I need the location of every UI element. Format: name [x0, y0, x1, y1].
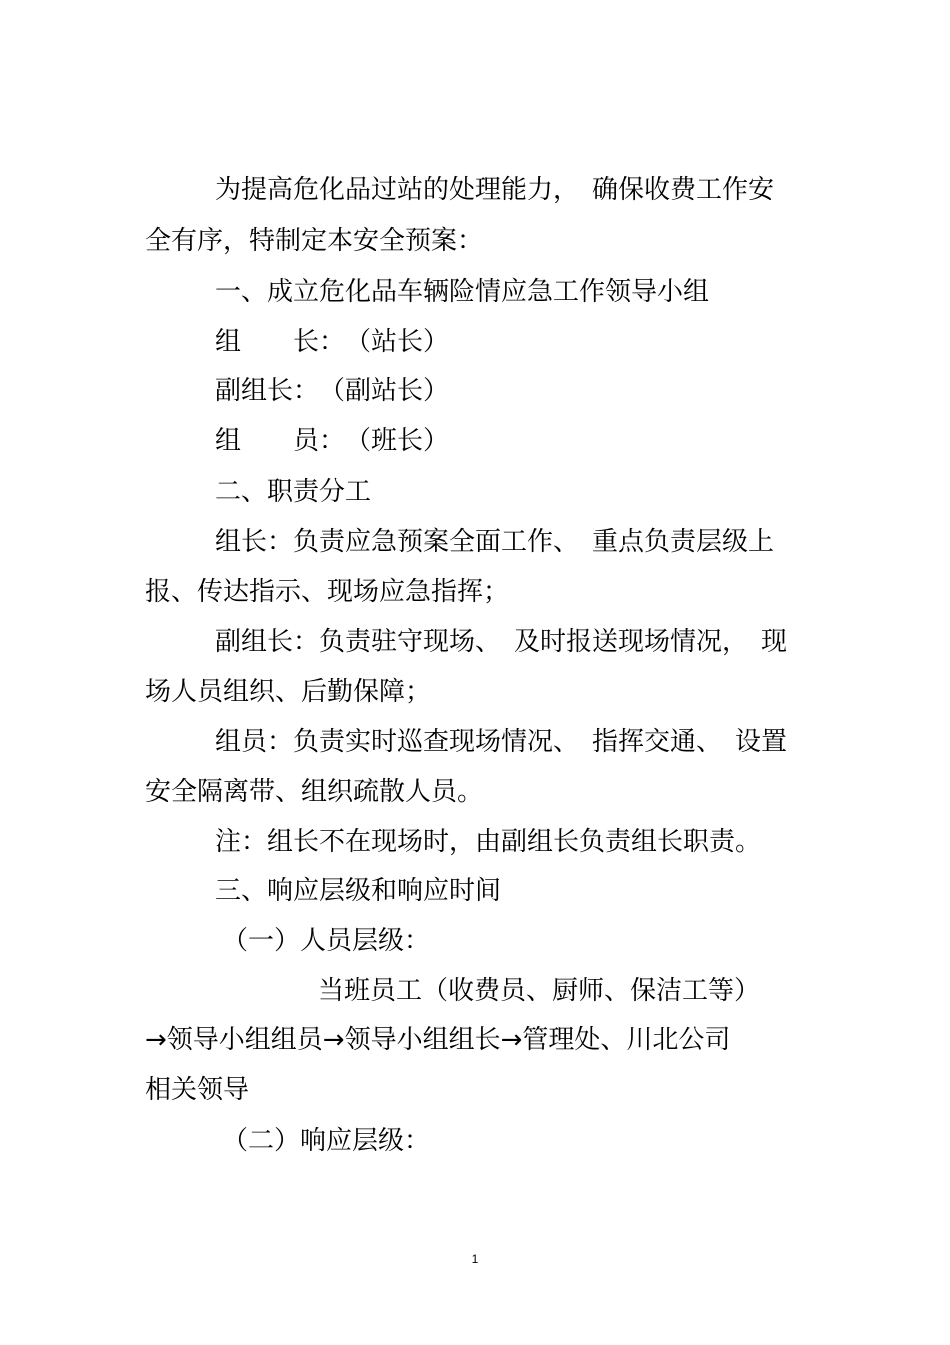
- paragraph-line: 为提高危化品过站的处理能力， 确保收费工作安: [215, 175, 775, 205]
- section-heading: 一、成立危化品车辆险情应急工作领导小组: [215, 277, 710, 307]
- page-number: 1: [471, 1252, 479, 1266]
- paragraph-line: 报、传达指示、现场应急指挥；: [145, 577, 510, 607]
- subsection-heading: （一）人员层级：: [222, 926, 431, 956]
- section-heading: 三、响应层级和响应时间: [215, 876, 502, 906]
- paragraph-line: 场人员组织、后勤保障；: [145, 677, 432, 707]
- paragraph-line: →领导小组组员→领导小组组长→管理处、川北公司: [145, 1025, 731, 1055]
- paragraph-line: 全有序，特制定本安全预案：: [145, 226, 484, 256]
- paragraph-line: 相关领导: [145, 1075, 250, 1105]
- section-heading: 二、职责分工: [215, 477, 372, 507]
- paragraph-line: 当班员工（收费员、厨师、保洁工等）: [318, 976, 761, 1006]
- paragraph-line: 副组长：负责驻守现场、 及时报送现场情况， 现: [215, 627, 788, 657]
- note-line: 注：组长不在现场时，由副组长负责组长职责。: [215, 827, 762, 857]
- paragraph-line: 组长：负责应急预案全面工作、 重点负责层级上: [215, 527, 775, 557]
- paragraph-line: 组 长： （站长）: [215, 327, 450, 357]
- paragraph-line: 安全隔离带、组织疏散人员。: [145, 777, 484, 807]
- paragraph-line: 副组长： （副站长）: [215, 376, 450, 406]
- paragraph-line: 组 员： （班长）: [215, 426, 450, 456]
- paragraph-line: 组员：负责实时巡查现场情况、 指挥交通、 设置: [215, 727, 788, 757]
- subsection-heading: （二）响应层级：: [222, 1126, 431, 1156]
